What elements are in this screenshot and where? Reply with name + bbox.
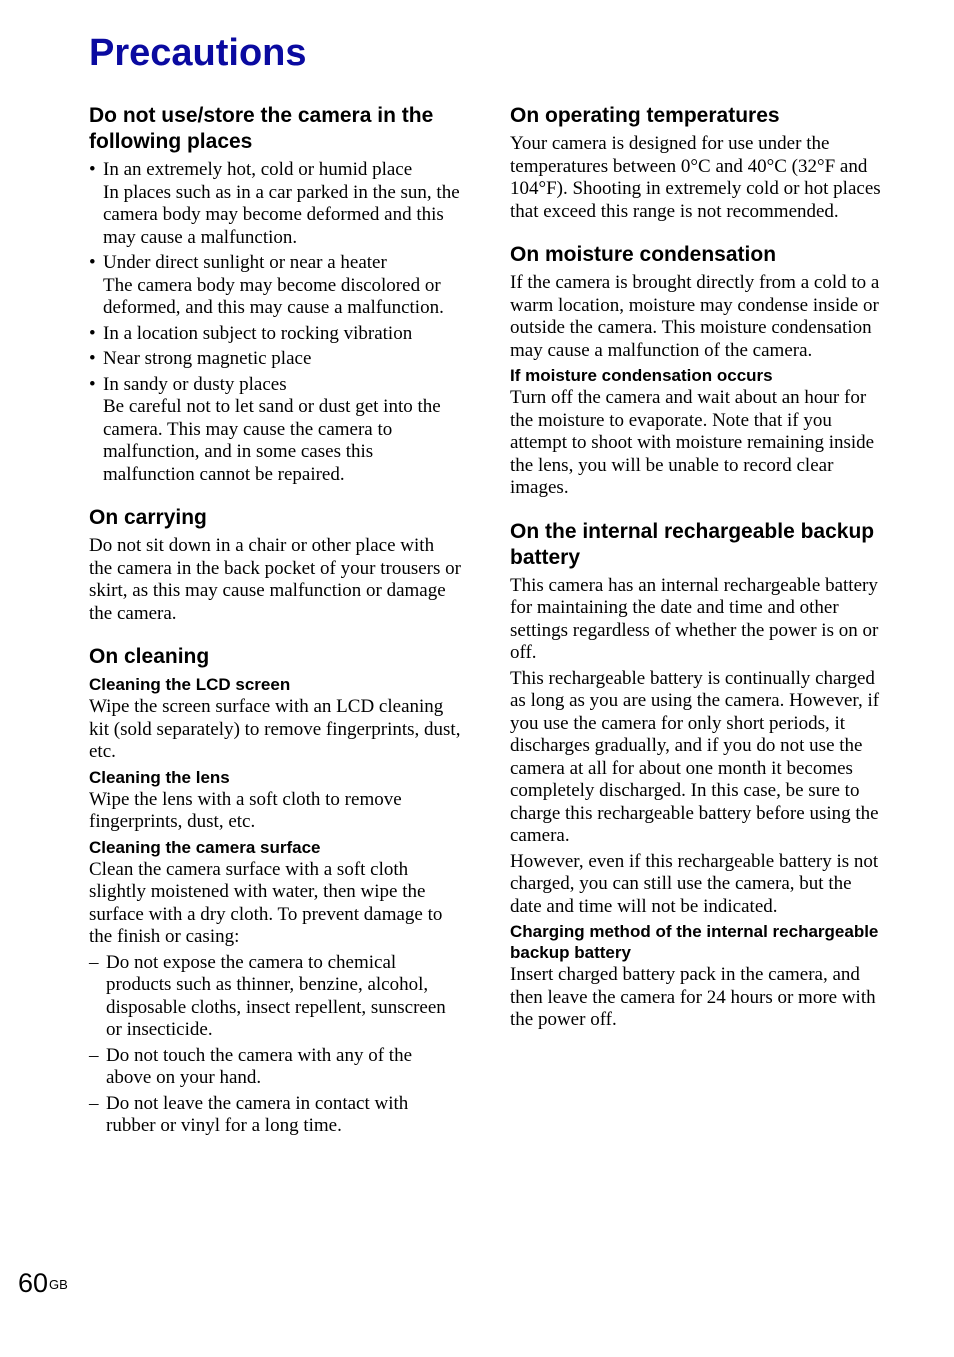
- section-heading-moisture: On moisture condensation: [510, 243, 777, 266]
- list-item-body: In places such as in a car parked in the sun, the camera body may become deformed and this may cause a malfunction.: [103, 181, 460, 248]
- subheading-lcd: Cleaning the LCD screen: [89, 675, 291, 694]
- section-carrying: [89, 505, 461, 625]
- battery-text-3: However, even if this rechargeable battery is not charged, you can still use the camera, but the date and time will not be indicated.: [510, 850, 879, 917]
- section-heading-battery: On the internal rechargeable backup battery: [510, 519, 875, 569]
- left-column: [89, 103, 461, 1157]
- moisture-text: If the camera is brought directly from a cold to a warm location, moisture may condense inside or outside the camera. This moisture condensation may cause a malfunction of the camera.: [510, 272, 880, 361]
- list-item-head: In sandy or dusty places: [103, 373, 287, 395]
- section-heading-temperatures: On operating temperatures: [510, 104, 780, 127]
- section-heading-cleaning: On cleaning: [89, 645, 210, 668]
- section-places: [89, 103, 461, 486]
- page-title: Precautions: [89, 32, 307, 74]
- section-battery: [510, 519, 882, 1032]
- list-item-body: The camera body may become discolored or deformed, and this may cause a malfunction.: [103, 274, 444, 318]
- subheading-lens: Cleaning the lens: [89, 767, 230, 787]
- moisture-occurs-text: Turn off the camera and wait about an hour for the moisture to evaporate. Note that if you attempt to shoot with moisture remaining inside the lens, you will be unable to record clear images.: [510, 387, 875, 498]
- list-item-head: Under direct sunlight or near a heater: [103, 252, 387, 273]
- carrying-text: Do not sit down in a chair or other place with the camera in the back pocket of your trousers or skirt, as this may cause malfunction or damage the camera.: [89, 535, 461, 624]
- list-item: [89, 374, 461, 487]
- section-cleaning: [89, 644, 461, 1138]
- list-item: [89, 252, 461, 320]
- section-heading-carrying: On carrying: [89, 506, 207, 529]
- page-number-value: 60: [18, 1268, 49, 1298]
- dash-item: – Do not leave the camera in contact with rubber or vinyl for a long time.: [89, 1093, 461, 1138]
- dash-item: – Do not touch the camera with any of the above on your hand.: [89, 1045, 461, 1090]
- charging-method-text: Insert charged battery pack in the camera, and then leave the camera for 24 hours or more with the power off.: [510, 964, 876, 1030]
- places-list: [89, 159, 461, 486]
- battery-text-1: This camera has an internal rechargeable battery for maintaining the date and time and other settings regardless of whether the power is on or off.: [510, 574, 879, 663]
- list-item: [89, 159, 461, 249]
- page-number: [18, 1266, 68, 1300]
- subheading-charging-method: Charging method of the internal rechargeable backup battery: [510, 922, 879, 962]
- list-item-head: Near strong magnetic place: [103, 348, 312, 369]
- subheading-surface: Cleaning the camera surface: [89, 837, 321, 857]
- section-moisture: [510, 242, 882, 500]
- list-item: [89, 348, 461, 371]
- list-item-body: Be careful not to let sand or dust get into the camera. This may cause the camera to malfunction, and in some cases this malfunction cannot be repaired.: [103, 396, 441, 485]
- cleaning-dash-list: [89, 952, 461, 1138]
- temperatures-text: Your camera is designed for use under the temperatures between 0°C and 40°C (32°F and 104°F). Shooting in extremely cold or hot places that exceed this range is not recommended.: [510, 133, 881, 222]
- battery-text-2: This rechargeable battery is continually charged as long as you are using the camera. However, if you use the camera for only short periods, it discharges gradually, and if you do not use the camera at all for about one month it becomes completely discharged. In this case, be sure to charge this rechargeable battery before using the camera.: [510, 667, 880, 846]
- page-number-suffix: GB: [49, 1277, 68, 1292]
- section-heading-places: Do not use/store the camera in the following places: [89, 104, 434, 153]
- dash-item: – Do not expose the camera to chemical products such as thinner, benzine, alcohol, disposable cloths, insect repellent, sunscreen or insecticide.: [89, 952, 461, 1042]
- section-temperatures: [510, 103, 882, 223]
- surface-text: Clean the camera surface with a soft cloth slightly moistened with water, then wipe the surface with a dry cloth. To prevent damage to the finish or casing:: [89, 858, 443, 947]
- subheading-moisture-occurs: If moisture condensation occurs: [510, 366, 773, 385]
- list-item: [89, 323, 461, 346]
- list-item-head: In a location subject to rocking vibration: [103, 322, 413, 344]
- lcd-text: Wipe the screen surface with an LCD cleaning kit (sold separately) to remove fingerprints, dust, etc.: [89, 696, 461, 762]
- list-item-head: In an extremely hot, cold or humid place: [103, 159, 413, 180]
- right-column: [510, 103, 882, 1051]
- lens-text: Wipe the lens with a soft cloth to remove fingerprints, dust, etc.: [89, 788, 402, 832]
